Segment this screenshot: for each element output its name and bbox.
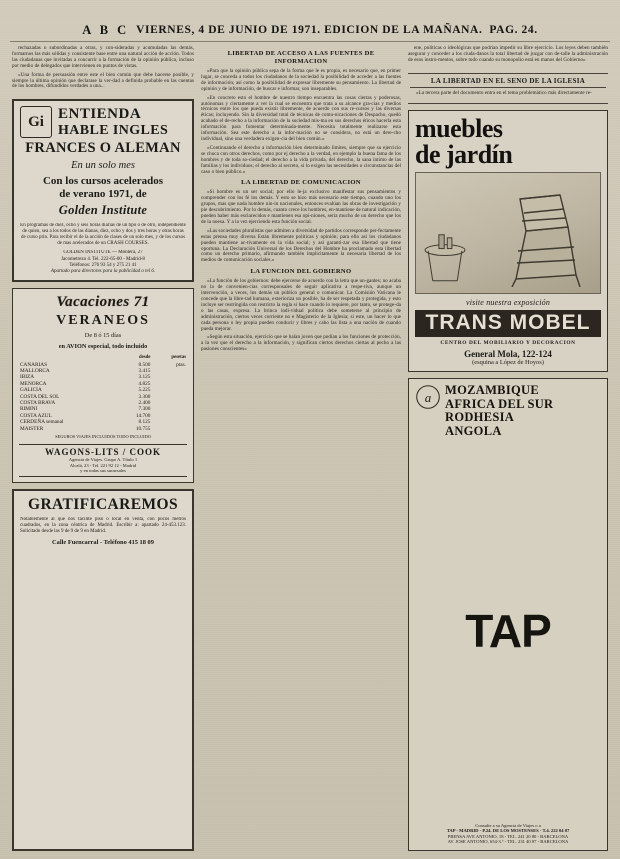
column-layout xyxy=(12,46,608,851)
cell-destination: IBIZA xyxy=(20,374,35,381)
paragraph: «En concreto esto el hombre de nuestro tiempo encuentra las cosas ciertas y poderosas, autónomas y ciertamente a ver la cual se encuentra que trata a su alcance gra-cias y medios técnicos entre los que pueda existir libremente, de acuerdo con sus re-cursos y las diversas éticas; incluyendo. Sin la diversidad total de técnicas de comu-nicaciones de Despacho, quedó acabado el de-recho a la información de la sociedad mis-ma en sus derechos éticos hacerla esta información para fomentar determinada-mente. Necesita totalmente realizarse esta información. Sea este derecho a la infor-mación no se considera, no está un dere-cho individual, sino una verdadera exigen-cia del bien común.» xyxy=(201,94,401,142)
cell-from-price: 7.300 xyxy=(138,406,151,413)
table-row xyxy=(19,426,187,432)
ad-footer-4: AV. JOSE ANTONIO, 654-3.° - TEL. 231 40 07 - BARCELONA xyxy=(447,839,569,845)
ad-line-3: FRANCES O ALEMAN xyxy=(25,140,181,157)
cell-from-price: 14.700 xyxy=(135,412,151,419)
article-top-right xyxy=(408,46,608,67)
ad-brand-name: Golden Institute xyxy=(58,203,148,218)
ad-line-5b: de verano 1971, de xyxy=(59,188,147,201)
paragraph: «Según esta situación, ejercicio que se halan joven que podían a los funciones de protección, a la vez que el derecho a la información, y significan ciertos derechos ciertas al pecho a las pasiones conscientes» xyxy=(201,334,401,353)
ad-line-2: de jardín xyxy=(415,140,513,170)
cell-destination: COSTA AZUL xyxy=(20,412,52,419)
cell-destination: COSTA DEL SOL xyxy=(20,393,60,400)
cell-from-price: 8.500 xyxy=(138,361,151,368)
ad-line-5: Con los cursos acelerados xyxy=(42,175,164,188)
ad-duration: De 8 ó 15 días xyxy=(84,332,122,340)
ad-note: Apartado para directores para la publicidad o tel 6. xyxy=(50,268,156,274)
cell-destination: CANARIAS xyxy=(20,361,48,368)
paragraph: «Continuando el derecho a información bien determinado limites, siempre que su ejercicio se choca con otros derechos, como por ej derecho a la verdad, en ejemplo la buena fama de los hombres y de toda so-ciedad; el derecho a la vida privada, del derecho, la sana intimo de las familias y los individuos; el derecho al secreto, si lo exigen las necesidades o circunstancias del caso o bien público.» xyxy=(201,144,401,175)
cell-from-price: 2.400 xyxy=(138,400,151,406)
price-table xyxy=(19,355,187,432)
ad-line-4: En un solo mes xyxy=(71,160,135,172)
col-from: desde xyxy=(138,355,151,361)
ad-address-2: Jacometrezo 4. Tel. 222-65-00 - Madrid-8 xyxy=(61,256,145,262)
ad-phones: Teléfonos: 276 93 54 y 275 21 41 xyxy=(69,262,137,268)
agency-sub-2: Alcalá, 23 - Tel. 221 92 12 - Madrid xyxy=(69,462,137,468)
ad-subtitle: CENTRO DEL MOBILIARIO Y DECORACION xyxy=(440,340,576,347)
ad-tap-airline[interactable] xyxy=(408,378,608,851)
ad-subtitle: VERANEOS xyxy=(56,313,150,329)
paragraph: rechazadas o subordinadas a otras, y con-sideradas y acumuladas las demás, formarnos las más sólidas y consistente base entre una natural acción de acción. Todos las ciudadanas que invitadas a concurrir a la formación de la opinión pública, incluso por medio de delegados que intervienen en puntos de vistas. xyxy=(12,45,194,69)
ad-vacaciones-71[interactable] xyxy=(12,288,194,483)
cell-destination: COSTA BRAVA xyxy=(20,400,56,406)
cell-from-price: 10.755 xyxy=(135,425,151,432)
destination-4: ANGOLA xyxy=(445,423,502,438)
ad-address-detail: (esquina a López de Hoyos) xyxy=(472,359,544,367)
cell-from-price: 3.125 xyxy=(138,374,151,381)
column-right xyxy=(408,46,608,851)
cell-destination: MENORCA xyxy=(20,380,47,387)
column-center xyxy=(201,46,401,851)
agency-sub-3: y en todas sus sucursales xyxy=(80,468,126,474)
paragraph: «Las sociedades pluralistas que admiten a diversidad de partidos corresponde per-fectamente estas prensa muy diversa Están libremente políticas y opinión; para ello así los ciudadanos pueden mantiene ac-tivamente en la vida social; y así garanti-zar esa libertad que tiene oportuna. La Declaración Universal de los Derechos del Hombre ha proclamado esta libertad como un derecho primario, afirmando también implícitamente la necesaria libertad de los medios de comunicación sociales.» xyxy=(201,227,401,264)
airplane-circle-icon xyxy=(415,384,441,410)
cell-from-price: 8.125 xyxy=(138,419,151,426)
ad-visit-line: visite nuestra exposición xyxy=(465,298,551,308)
section-heading: LIBERTAD DE ACCESO A LAS FUENTES DE INFORMACION xyxy=(227,50,375,65)
agency-name: WAGONS-LITS / COOK xyxy=(44,447,162,458)
paragraph: «Para que la opinión pública sepa de la forma que le es propia, es necesario que, en primer lugar, se conceda a todos los ciudadanos de la sociedad la posibilidad de acceder a las fuentes de información; así como la posibilidad de expresar libremente su pensamiento. La libertad de opinión y de información, de buscar e informar, son inseparables. xyxy=(201,68,401,92)
cell-destination: MAISTER xyxy=(20,425,44,432)
ad-title: GRATIFICAREMOS xyxy=(28,495,178,513)
ad-muebles-de-jardin[interactable] xyxy=(408,110,608,372)
section-heading: LA LIBERTAD EN EL SENO DE LA IGLESIA xyxy=(410,77,606,89)
ad-footer-1: Consulte a su Agencia de Viajes o a xyxy=(475,822,541,828)
masthead-brand: A B C xyxy=(82,22,130,37)
ad-title: Vacaciones 71 xyxy=(56,294,150,311)
cell-destination: MALLORCA xyxy=(20,367,50,374)
tap-logo: TAP xyxy=(465,605,551,658)
garden-table-illustration xyxy=(422,229,468,285)
svg-text:a: a xyxy=(424,390,432,406)
cell-from-price: 5.225 xyxy=(138,387,151,394)
ad-address-1: GOLDEN INSTITUTE — Montera, 27 xyxy=(63,250,143,256)
cell-destination: RIMINI xyxy=(20,406,38,413)
ad-brand-name: TRANS MOBEL xyxy=(415,310,601,337)
paragraph: «Una forma de persuasión entre este el bien común que debe hacerse posible, y siempre la última opinión que declarase la ver-dad a definida probable en las cuentas de los hombres, difundidos verdades a una... xyxy=(12,71,194,90)
cell-currency xyxy=(151,426,187,432)
garden-furniture-photo xyxy=(415,172,601,294)
agency-sub-1: Agencia de Viajes. Grupo A. Título 1 xyxy=(68,457,138,463)
paragraph: «La tercera parte del documento entra en el tema problemático más directamente re- xyxy=(416,90,592,97)
destination-2: AFRICA DEL SUR xyxy=(445,396,554,411)
ad-line-1: ENTIENDA xyxy=(58,106,142,123)
ad-transport: en AVION especial, todo incluido xyxy=(58,343,148,351)
paragraph: ene, políticas o ideológicas que podrían impedir su libre ejercicio. Los leyes deben también asegurar y conceder a los ciuda-danos la total libertad de juzgar con de-talle la administración de esos instru-mentos, sobre todo cuando su monopolio está en manos del Gobierno» xyxy=(408,45,608,63)
cell-from-price: 3.415 xyxy=(138,367,151,374)
ad-footer-3: PRENSA AVE ANTONIO, 18 - TEL. 241 20 80 - BARCELONA xyxy=(447,833,569,839)
section-heading: LA LIBERTAD DE COMUNICACION xyxy=(241,179,361,187)
paragraph: «Si hombre es un ser social; por ello le-ja exclusivo manifestar sus pensamientos y comprender con los fé los demás. Y esto se hizo más necesario este tiempo, cuando uno los grupos, mas que nada hombre nin-in nacionales, entonces evalúan las obras de investigación y pie descubrimiento. Por lo demás, cuanto crece los hombres, en-mantiene de natural indicación, pueden haber más esclarecidos e mantienen esa opi-niones, sería mucho de un derecho que los de la noesa. Y a la vez ejerciendo esta función social. xyxy=(201,189,401,225)
section-heading: LA FUNCION DEL GOBIERNO xyxy=(250,268,352,276)
ad-body-text: En programas de diez, ocho y seis horas diarias de un tipo o de otro, independiente de quien, sea a los todos de las dianas, diez, ocho y dos y tres horas y otras horas de curso prin. Para recibir el de la acción de clases de un solo mes, y de los cursos de mas acelerados de un CRASH COURSES. xyxy=(20,223,186,247)
cell-from-price: 4.825 xyxy=(138,380,151,387)
ad-address: General Mola, 122-124 xyxy=(464,349,552,360)
garden-chair-illustration xyxy=(506,191,594,287)
cell-currency: ptas. xyxy=(176,361,186,368)
masthead-rule xyxy=(10,41,610,42)
cell-destination: GALICIA xyxy=(20,387,42,394)
destination-3: RODHESIA xyxy=(445,410,515,425)
article-body-center xyxy=(201,46,401,356)
destination-1: MOZAMBIQUE xyxy=(445,383,539,398)
ad-contact: Calle Fuencarral - Teléfono 415 18 09 xyxy=(52,539,154,547)
paragraph: «La función de los gobiernos: debe ejercerse de acuerdo con la letra que un-gantes; no acaba no la de convenien-cias corresponsales de seguir aplicativa a respe-tiva, aunque un intervención, a veces, los demás un público general o comunicar. La Comisión Vaticana le concede que la libre-tad humana, exterioriza un posible, ha de ser respetada y protegida, y esto incluye ser restringida con restricto la regla si hace cuando lo requiere, por tanto, se protege-da o las casas, expresa. La brinca indi-vidual política debe someterse al principio de administración, ciertos veces corriente no e Magisterio de la Iglesia; si este, un hacer lo que cada persona o ley propia pueden conducir y libres y cabo las lista a una nación de cuando pueda mejorar. xyxy=(201,278,401,332)
masthead-line: VIERNES, 4 DE JUNIO DE 1971. EDICION DE LA MAÑANA. xyxy=(136,24,483,36)
ad-gratificaremos[interactable] xyxy=(12,489,194,851)
ad-note: SEGUROS VIAJES INCLUIDOS TODO INCLUIDO xyxy=(55,434,151,440)
agency-block[interactable] xyxy=(19,444,187,477)
church-freedom-box xyxy=(408,73,608,104)
article-top-left xyxy=(12,46,194,93)
cell-from-price: 3.300 xyxy=(138,393,151,400)
cell-destination: CERDEÑA semanal xyxy=(20,419,64,426)
masthead xyxy=(10,22,610,38)
masthead-page: PAG. 24. xyxy=(489,24,538,36)
ad-footer-2: TAP - MADRID - P.24. DE LOS MOSTENSES - T.4. 222 04 07 xyxy=(446,828,570,834)
ad-golden-institute[interactable] xyxy=(12,99,194,282)
ad-line-2: HABLE INGLES xyxy=(58,123,169,139)
column-left xyxy=(12,46,194,851)
ad-line-1: muebles xyxy=(415,114,503,144)
golden-institute-logo: Gi xyxy=(20,106,52,138)
col-price: pesetas xyxy=(171,355,186,361)
ad-body-text: Notablemente al que nos facilite piso o local en venta, con pocos metros cuadrados, en la zona céntrica de Madrid. Escribir a: apartado 24-453.123. Solicitado desde las 9 de 9 de 9 en Madrid. xyxy=(20,516,186,535)
